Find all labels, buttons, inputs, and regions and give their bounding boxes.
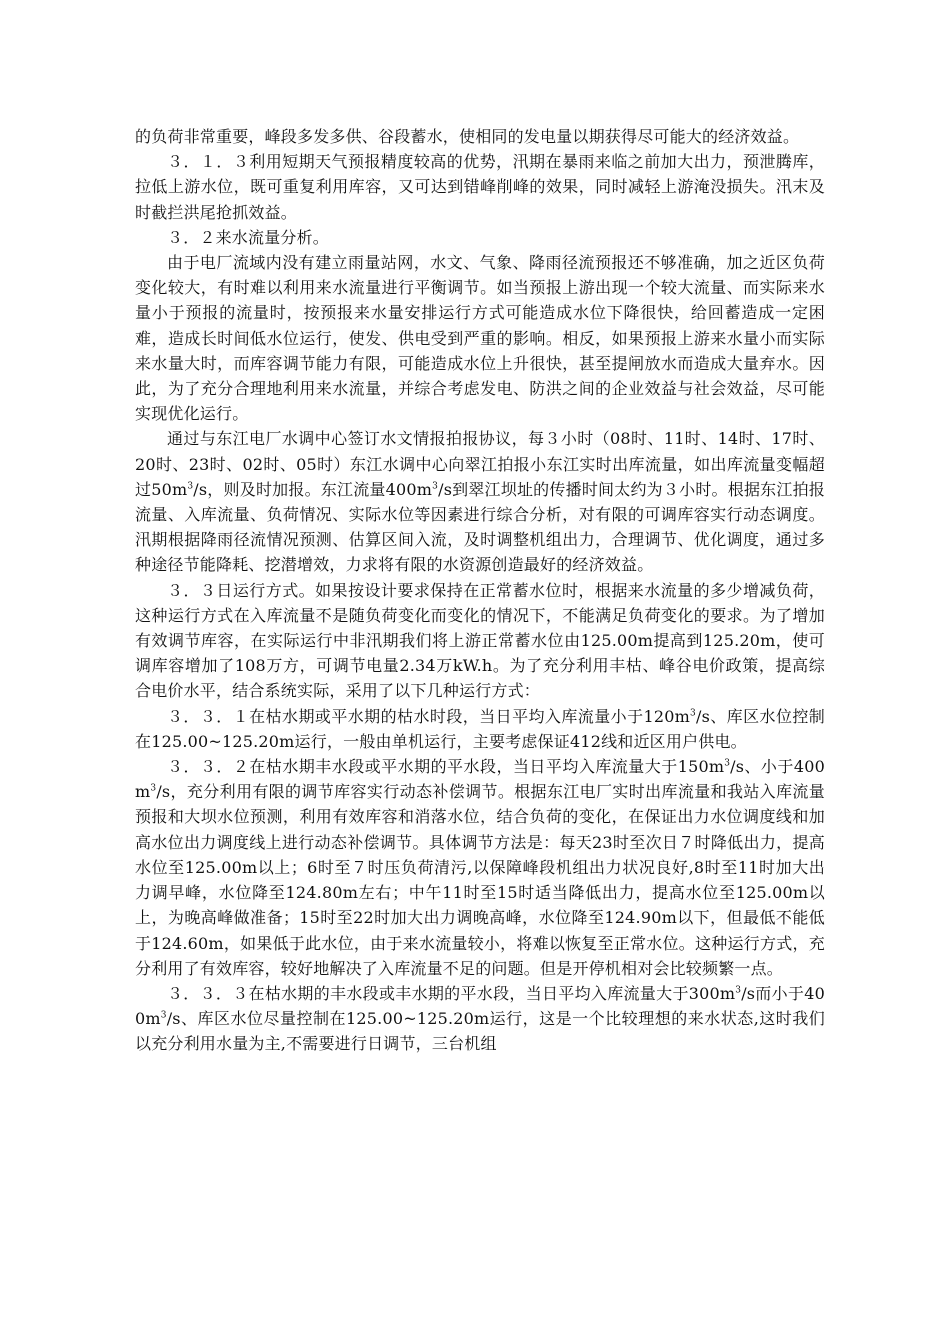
- superscript: 3: [432, 481, 439, 492]
- superscript: 3: [150, 783, 157, 794]
- superscript: 3: [187, 481, 194, 492]
- section-heading-3-2: ３．２来水流量分析。: [167, 227, 330, 247]
- paragraph-3-2-body-2: [135, 426, 825, 577]
- text-run: /s到翠江坝址的传播时间太约为３小时。根据东江拍报流量、入库流量、负荷情况、实际水位等因素进行综合分析，对有限的可调库容实行动态调度。汛期根据降雨径流情况预测、估算区间入流，及时调整机组出力，合理调节、优化调度，通过多种途径节能降耗、挖潜增效，力求将有限的水资源创造最好的经济效益。: [135, 479, 826, 575]
- paragraph-3-1-3: ３．１．３利用短期天气预报精度较高的优势，汛期在暴雨来临之前加大出力，预泄腾库，拉低上游水位，既可重复利用库容，又可达到错峰削峰的效果，同时减轻上游淹没损失。汛末及时截拦洪尾抢抓效益。: [135, 152, 825, 222]
- paragraph-3-3-2: [135, 754, 825, 981]
- document-page: [135, 124, 825, 1057]
- text-run: /s、小于400m: [135, 757, 825, 802]
- text-run: ３．３．２在枯水期丰水段或平水期的平水段，当日平均入库流量大于150m: [167, 757, 725, 777]
- superscript: 3: [690, 708, 696, 719]
- text-run: ３．３．１在枯水期或平水期的枯水时段，当日平均入库流量小于120m: [167, 706, 691, 726]
- paragraph-3-2-body-1: 由于电厂流域内没有建立雨量站网，水文、气象、降雨径流预报还不够准确，加之近区负荷变化较大，有时难以利用来水流量进行平衡调节。如当预报上游出现一个较大流量、而实际来水量小于预报的流量时，按预报来水量安排运行方式可能造成水位下降很快，给回蓄造成一定困难，造成长时间低水位运行，使发、供电受到严重的影响。相反，如果预报上游来水量小而实际来水量大时，而库容调节能力有限，可能造成水位上升很快，甚至提闸放水而造成大量弃水。因此，为了充分合理地利用来水流量，并综合考虑发电、防洪之间的企业效益与社会效益，尽可能实现优化运行。: [135, 253, 825, 424]
- text-run: 通过与东江电厂水调中心签订水文情报拍报协议，每３小时（08时、11时、14时、17时、20时、23时、02时、05时）东江水调中心向翠江拍报小东江实时出库流量，如出库流量变幅超过50m: [135, 429, 825, 499]
- text-run: /s、库区水位控制在125.00~125.20m运行，一般由单机运行，主要考虑保证412线和近区用户供电。: [135, 706, 826, 751]
- text-run: /s而小于400m: [135, 983, 825, 1029]
- text-run: ３．３．３在枯水期的丰水段或丰水期的平水段，当日平均入库流量大于300m: [167, 983, 736, 1003]
- text-run: /s，充分利用有限的调节库容实行动态补偿调节。根据东江电厂实时出库流量和我站入库流量预报和大坝水位预测，利用有效库容和消落水位，结合负荷的变化，在保证出力水位调度线和加高水位出力调度线上进行动态补偿调节。具体调节方法是：每天23时至次日７时降低出力，提高水位至125.00m以上；6时至７时压负荷清污,以保障峰段机组出力状况良好,8时至11时加大出力调早峰，水位降至124.80m左右；中午11时至15时适当降低出力，提高水位至125.00m以上，为晚高峰做准备；15时至22时加大出力调晚高峰，水位降至124.90m以下，但最低不能低于124.60m，如果低于此水位，由于来水流量较小，将难以恢复至正常水位。这种运行方式，充分利用了有效库容，较好地解决了入库流量不足的问题。但是开停机相对会比较频繁一点。: [135, 782, 825, 978]
- text-run: /s、库区水位尽量控制在125.00~125.20m运行，这是一个比较理想的来水状态,这时我们以充分利用水量为主,不需要进行日调节，三台机组: [135, 1009, 825, 1054]
- superscript: 3: [724, 758, 731, 769]
- text-run: /s，则及时加报。东江流量400m: [193, 479, 433, 499]
- paragraph-continued: 的负荷非常重要，峰段多发多供、谷段蓄水，使相同的发电量以期获得尽可能大的经济效益。: [135, 127, 800, 146]
- paragraph-3-3-3: [135, 981, 825, 1057]
- paragraph-3-3-1: [135, 704, 825, 754]
- superscript: 3: [735, 985, 742, 996]
- superscript: 3: [160, 1010, 167, 1021]
- paragraph-3-3: ３．３日运行方式。如果按设计要求保持在正常蓄水位时，根据来水流量的多少增减负荷，这种运行方式在入库流量不是随负荷变化而变化的情况下，不能满足负荷变化的要求。为了增加有效调节库容，在实际运行中非汛期我们将上游正常蓄水位由125.00m提高到125.20m，使可调库容增加了108万方，可调节电量2.34万kW.h。为了充分利用丰枯、峰谷电价政策，提高综合电价水平，结合系统实际，采用了以下几种运行方式：: [135, 580, 825, 701]
